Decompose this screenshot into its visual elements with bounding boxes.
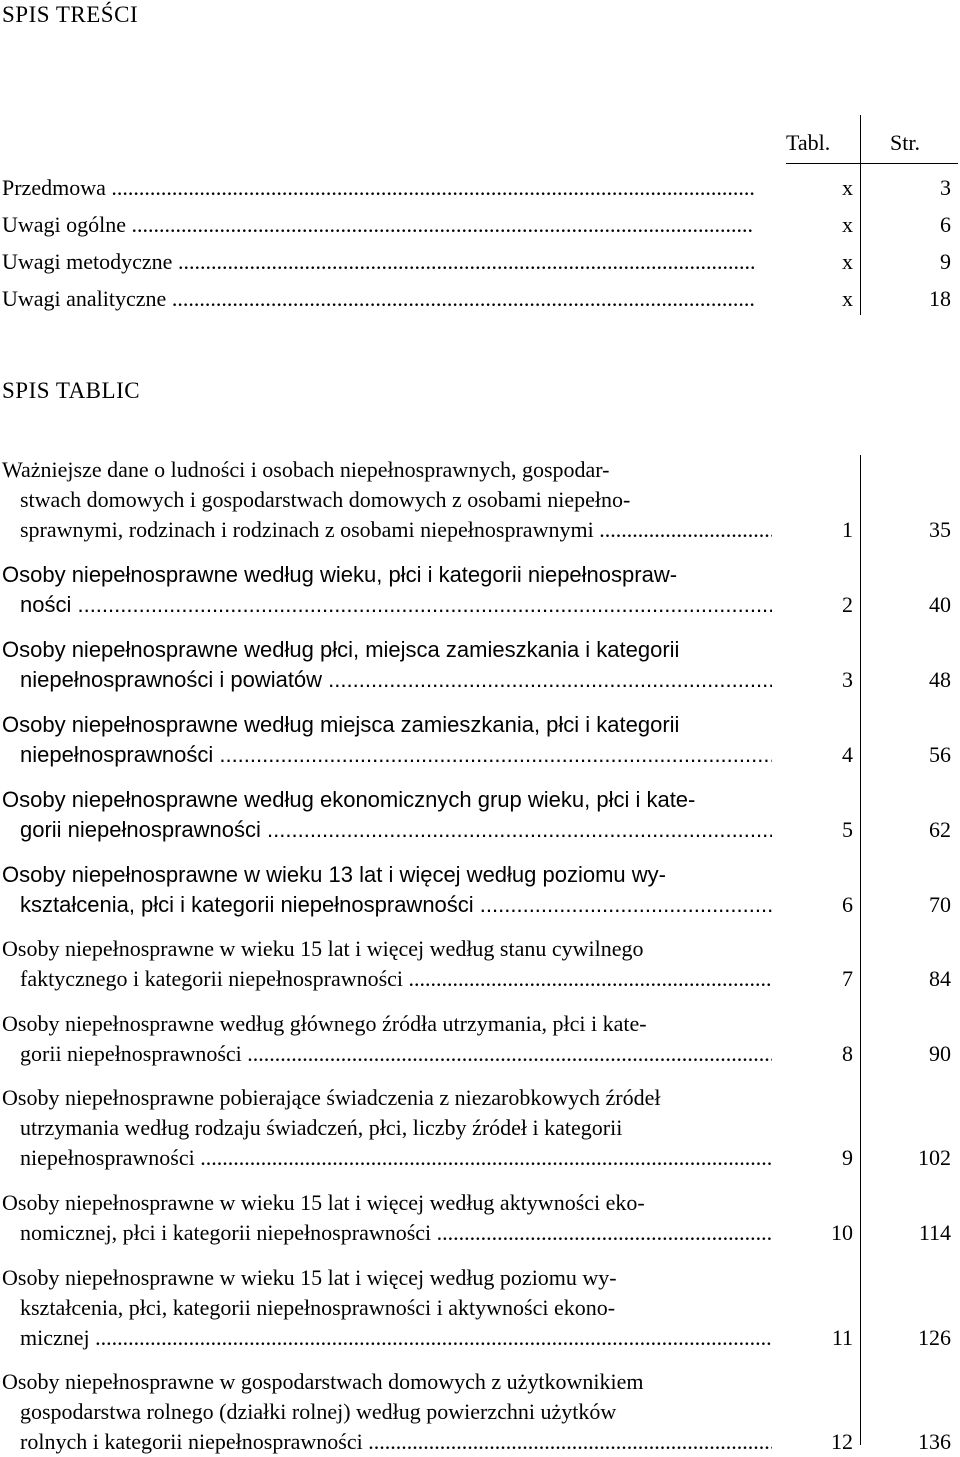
table-page: 48 [929,667,951,692]
table-entry-text: kształcenia, płci i kategorii niepełnosprawności ..... [20,890,772,920]
table-page: 126 [918,1325,951,1350]
table-page: 114 [918,1220,951,1245]
table-entry-text: Osoby niepełnosprawne w wieku 15 lat i więcej według stanu cywilnego [2,936,644,961]
table-entry-text: niepełnosprawności i powiatów ..... [20,665,772,695]
table-entry-text: Ważniejsze dane o ludności i osobach niepełnosprawnych, gospodar- [2,457,610,482]
table-number: 12 [831,1429,853,1454]
table-entry-text: faktycznego i kategorii niepełnosprawności ..... [20,964,772,994]
table-entry-text: rolnych i kategorii niepełnosprawności ..... [20,1427,772,1457]
table-number: 5 [842,817,853,842]
table-page: 102 [918,1145,951,1170]
table-number: 7 [842,966,853,991]
table-entry [0,1083,960,1173]
table-page: 136 [918,1429,951,1454]
table-number: 3 [842,667,853,692]
contents-title: SPIS TREŚCI [2,2,139,27]
table-number: 8 [842,1041,853,1066]
contents-entry-label: Uwagi metodyczne ..... [2,247,754,277]
table-entry [0,785,960,845]
table-entry-text: Osoby niepełnosprawne w wieku 15 lat i więcej według poziomu wy- [2,1265,617,1290]
table-number: 11 [831,1325,853,1350]
table-entry-text: kształcenia, płci, kategorii niepełnosprawności i aktywności ekono- [20,1295,616,1320]
table-number: 1 [842,517,853,542]
table-number: 4 [842,742,853,767]
table-entry [0,710,960,770]
table-entry-text: Osoby niepełnosprawne według miejsca zamieszkania, płci i kategorii [2,712,680,737]
contents-entry-page: 9 [940,249,951,274]
table-entry [0,455,960,545]
table-number: 9 [842,1145,853,1170]
contents-entry-label: Przedmowa ..... [2,173,754,203]
contents-entry [0,284,960,314]
table-entry-text: utrzymania według rodzaju świadczeń, płci, liczby źródeł i kategorii [20,1115,623,1140]
table-entry-text: Osoby niepełnosprawne według głównego źródła utrzymania, płci i kate- [2,1011,647,1036]
contents-entry-tabl: x [842,249,853,274]
table-entry-text: ności ..... [20,590,772,620]
table-entry-text: gospodarstwa rolnego (działki rolnej) według powierzchni użytków [20,1399,617,1424]
table-number: 2 [842,592,853,617]
table-entry [0,1367,960,1457]
table-entry [0,635,960,695]
contents-entry [0,210,960,240]
table-entry [0,934,960,994]
table-number: 10 [831,1220,853,1245]
contents-entry-tabl: x [842,212,853,237]
header-rule [786,163,958,164]
table-entry-text: nomicznej, płci i kategorii niepełnosprawności ..... [20,1218,772,1248]
contents-entry-tabl: x [842,175,853,200]
table-entry [0,860,960,920]
table-entry-text: Osoby niepełnosprawne w wieku 13 lat i więcej według poziomu wy- [2,862,666,887]
contents-entry-page: 18 [929,286,951,311]
tables-title: SPIS TABLIC [2,378,141,403]
column-header-tabl: Tabl. [786,130,831,155]
table-page: 62 [929,817,951,842]
table-number: 6 [842,892,853,917]
table-entry [0,1263,960,1353]
contents-entry [0,173,960,203]
table-entry-text: sprawnymi, rodzinach i rodzinach z osobami niepełnosprawnymi ..... [20,515,772,545]
table-page: 56 [929,742,951,767]
table-entry [0,560,960,620]
table-entry-text: niepełnosprawności ..... [20,1143,772,1173]
contents-entry-tabl: x [842,286,853,311]
contents-entry [0,247,960,277]
table-page: 35 [929,517,951,542]
table-entry-text: Osoby niepełnosprawne pobierające świadczenia z niezarobkowych źródeł [2,1085,661,1110]
table-page: 84 [929,966,951,991]
column-header-str: Str. [890,130,920,155]
contents-entry-label: Uwagi ogólne ..... [2,210,754,240]
table-entry-text: niepełnosprawności ..... [20,740,772,770]
table-entry-text: Osoby niepełnosprawne według wieku, płci i kategorii niepełnospraw- [2,562,678,587]
table-entry-text: Osoby niepełnosprawne w wieku 15 lat i więcej według aktywności eko- [2,1190,645,1215]
contents-entry-page: 6 [940,212,951,237]
table-entry-text: gorii niepełnosprawności ..... [20,815,772,845]
contents-entry-label: Uwagi analityczne ..... [2,284,754,314]
contents-entry-page: 3 [940,175,951,200]
table-entry-text: Osoby niepełnosprawne według ekonomicznych grup wieku, płci i kate- [2,787,696,812]
table-entry-text: Osoby niepełnosprawne w gospodarstwach domowych z użytkownikiem [2,1369,644,1394]
table-page: 70 [929,892,951,917]
table-entry [0,1009,960,1069]
table-entry [0,1188,960,1248]
table-entry-text: stwach domowych i gospodarstwach domowych z osobami niepełno- [20,487,631,512]
table-page: 90 [929,1041,951,1066]
table-entry-text: Osoby niepełnosprawne według płci, miejsca zamieszkania i kategorii [2,637,680,662]
table-entry-text: gorii niepełnosprawności ..... [20,1039,772,1069]
table-page: 40 [929,592,951,617]
table-entry-text: micznej ..... [20,1323,772,1353]
